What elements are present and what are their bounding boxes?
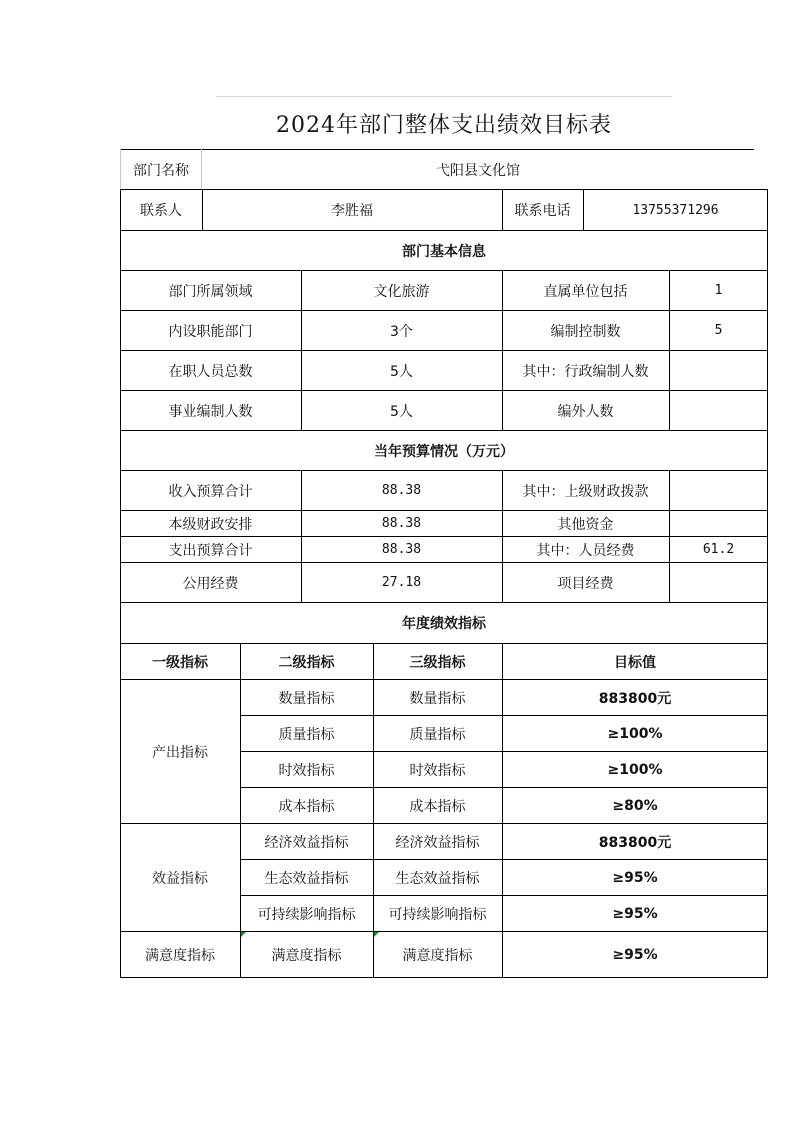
target-cell: ≥95% [612,905,658,922]
perf-header: 年度绩效指标 [402,616,486,632]
extra-staff-value [669,391,768,430]
level3-cell: 满意度指标 [402,948,473,964]
level1-benefit: 效益指标 [152,870,208,887]
quota-value: 5 [714,323,723,338]
level2-cell: 可持续影响指标 [257,906,356,923]
col-target-header: 目标值 [614,654,656,671]
upper-allocation-label: 其中：上级财政拨款 [522,483,649,500]
target-cell: ≥80% [612,797,658,814]
public-funds-label: 公用经费 [182,575,239,592]
level2-cell: 满意度指标 [271,948,342,964]
project-funds-label: 项目经费 [557,575,614,592]
level3-cell: 经济效益指标 [395,834,480,851]
local-finance-label: 本级财政安排 [168,516,253,533]
quota-label: 编制控制数 [550,323,621,340]
target-cell: 883800元 [598,690,672,707]
col-level3-header: 三级指标 [409,654,466,671]
page-title: 2024年部门整体支出绩效目标表 [276,113,612,138]
level1-satisfaction: 满意度指标 [145,948,215,964]
income-value: 88.38 [381,483,422,498]
col-level1-header: 一级指标 [152,654,208,671]
admin-staff-label: 其中：行政编制人数 [522,363,649,380]
target-cell: ≥95% [612,947,658,963]
local-finance-value: 88.38 [381,516,422,531]
direct-units-label: 直属单位包括 [543,283,628,300]
level2-cell: 时效指标 [278,762,335,779]
phone-value: 13755371296 [632,202,719,218]
dept-name-label: 部门名称 [133,162,189,179]
internal-depts-label: 内设职能部门 [168,323,253,340]
project-funds-value [669,563,768,602]
field-label: 部门所属领域 [168,283,253,300]
contact-value: 李胜福 [331,203,373,219]
personnel-value: 61.2 [702,542,735,557]
target-cell: ≥95% [612,869,658,886]
internal-depts-value: 3个 [390,323,413,340]
other-funds-value [669,511,768,536]
public-funds-value: 27.18 [381,575,422,590]
target-cell: ≥100% [607,761,663,778]
target-cell: ≥100% [607,725,663,742]
staff-value: 5人 [390,363,413,380]
admin-staff-value [669,351,768,390]
expense-value: 88.38 [381,542,422,557]
level3-cell: 可持续影响指标 [388,906,487,923]
level3-cell: 生态效益指标 [395,870,480,887]
staff-label: 在职人员总数 [168,363,253,380]
direct-units-value: 1 [714,283,723,298]
dept-name-value: 弋阳县文化馆 [436,162,520,179]
level3-cell: 质量指标 [409,726,466,743]
level2-cell: 成本指标 [278,798,335,815]
personnel-label: 其中：人员经费 [536,542,635,559]
budget-header: 当年预算情况（万元） [374,443,514,460]
level2-cell: 数量指标 [278,690,335,707]
level3-cell: 成本指标 [409,798,466,815]
upper-allocation-value [669,471,768,510]
career-staff-label: 事业编制人数 [168,403,253,420]
career-staff-value: 5人 [390,403,413,420]
income-label: 收入预算合计 [168,483,253,500]
level3-cell: 数量指标 [409,690,466,707]
header-rule [216,96,672,97]
level2-cell: 质量指标 [278,726,335,743]
level2-cell: 经济效益指标 [264,834,349,851]
contact-label: 联系人 [140,203,182,219]
level2-cell: 生态效益指标 [264,870,349,887]
level1-output: 产出指标 [152,744,208,761]
target-cell: 883800元 [598,834,672,851]
level3-cell: 时效指标 [409,762,466,779]
basic-info-header: 部门基本信息 [402,243,486,260]
expense-label: 支出预算合计 [168,542,253,559]
phone-label: 联系电话 [514,203,571,219]
extra-staff-label: 编外人数 [557,403,614,420]
field-value: 文化旅游 [373,283,430,300]
col-level2-header: 二级指标 [278,654,335,671]
other-funds-label: 其他资金 [557,516,614,533]
